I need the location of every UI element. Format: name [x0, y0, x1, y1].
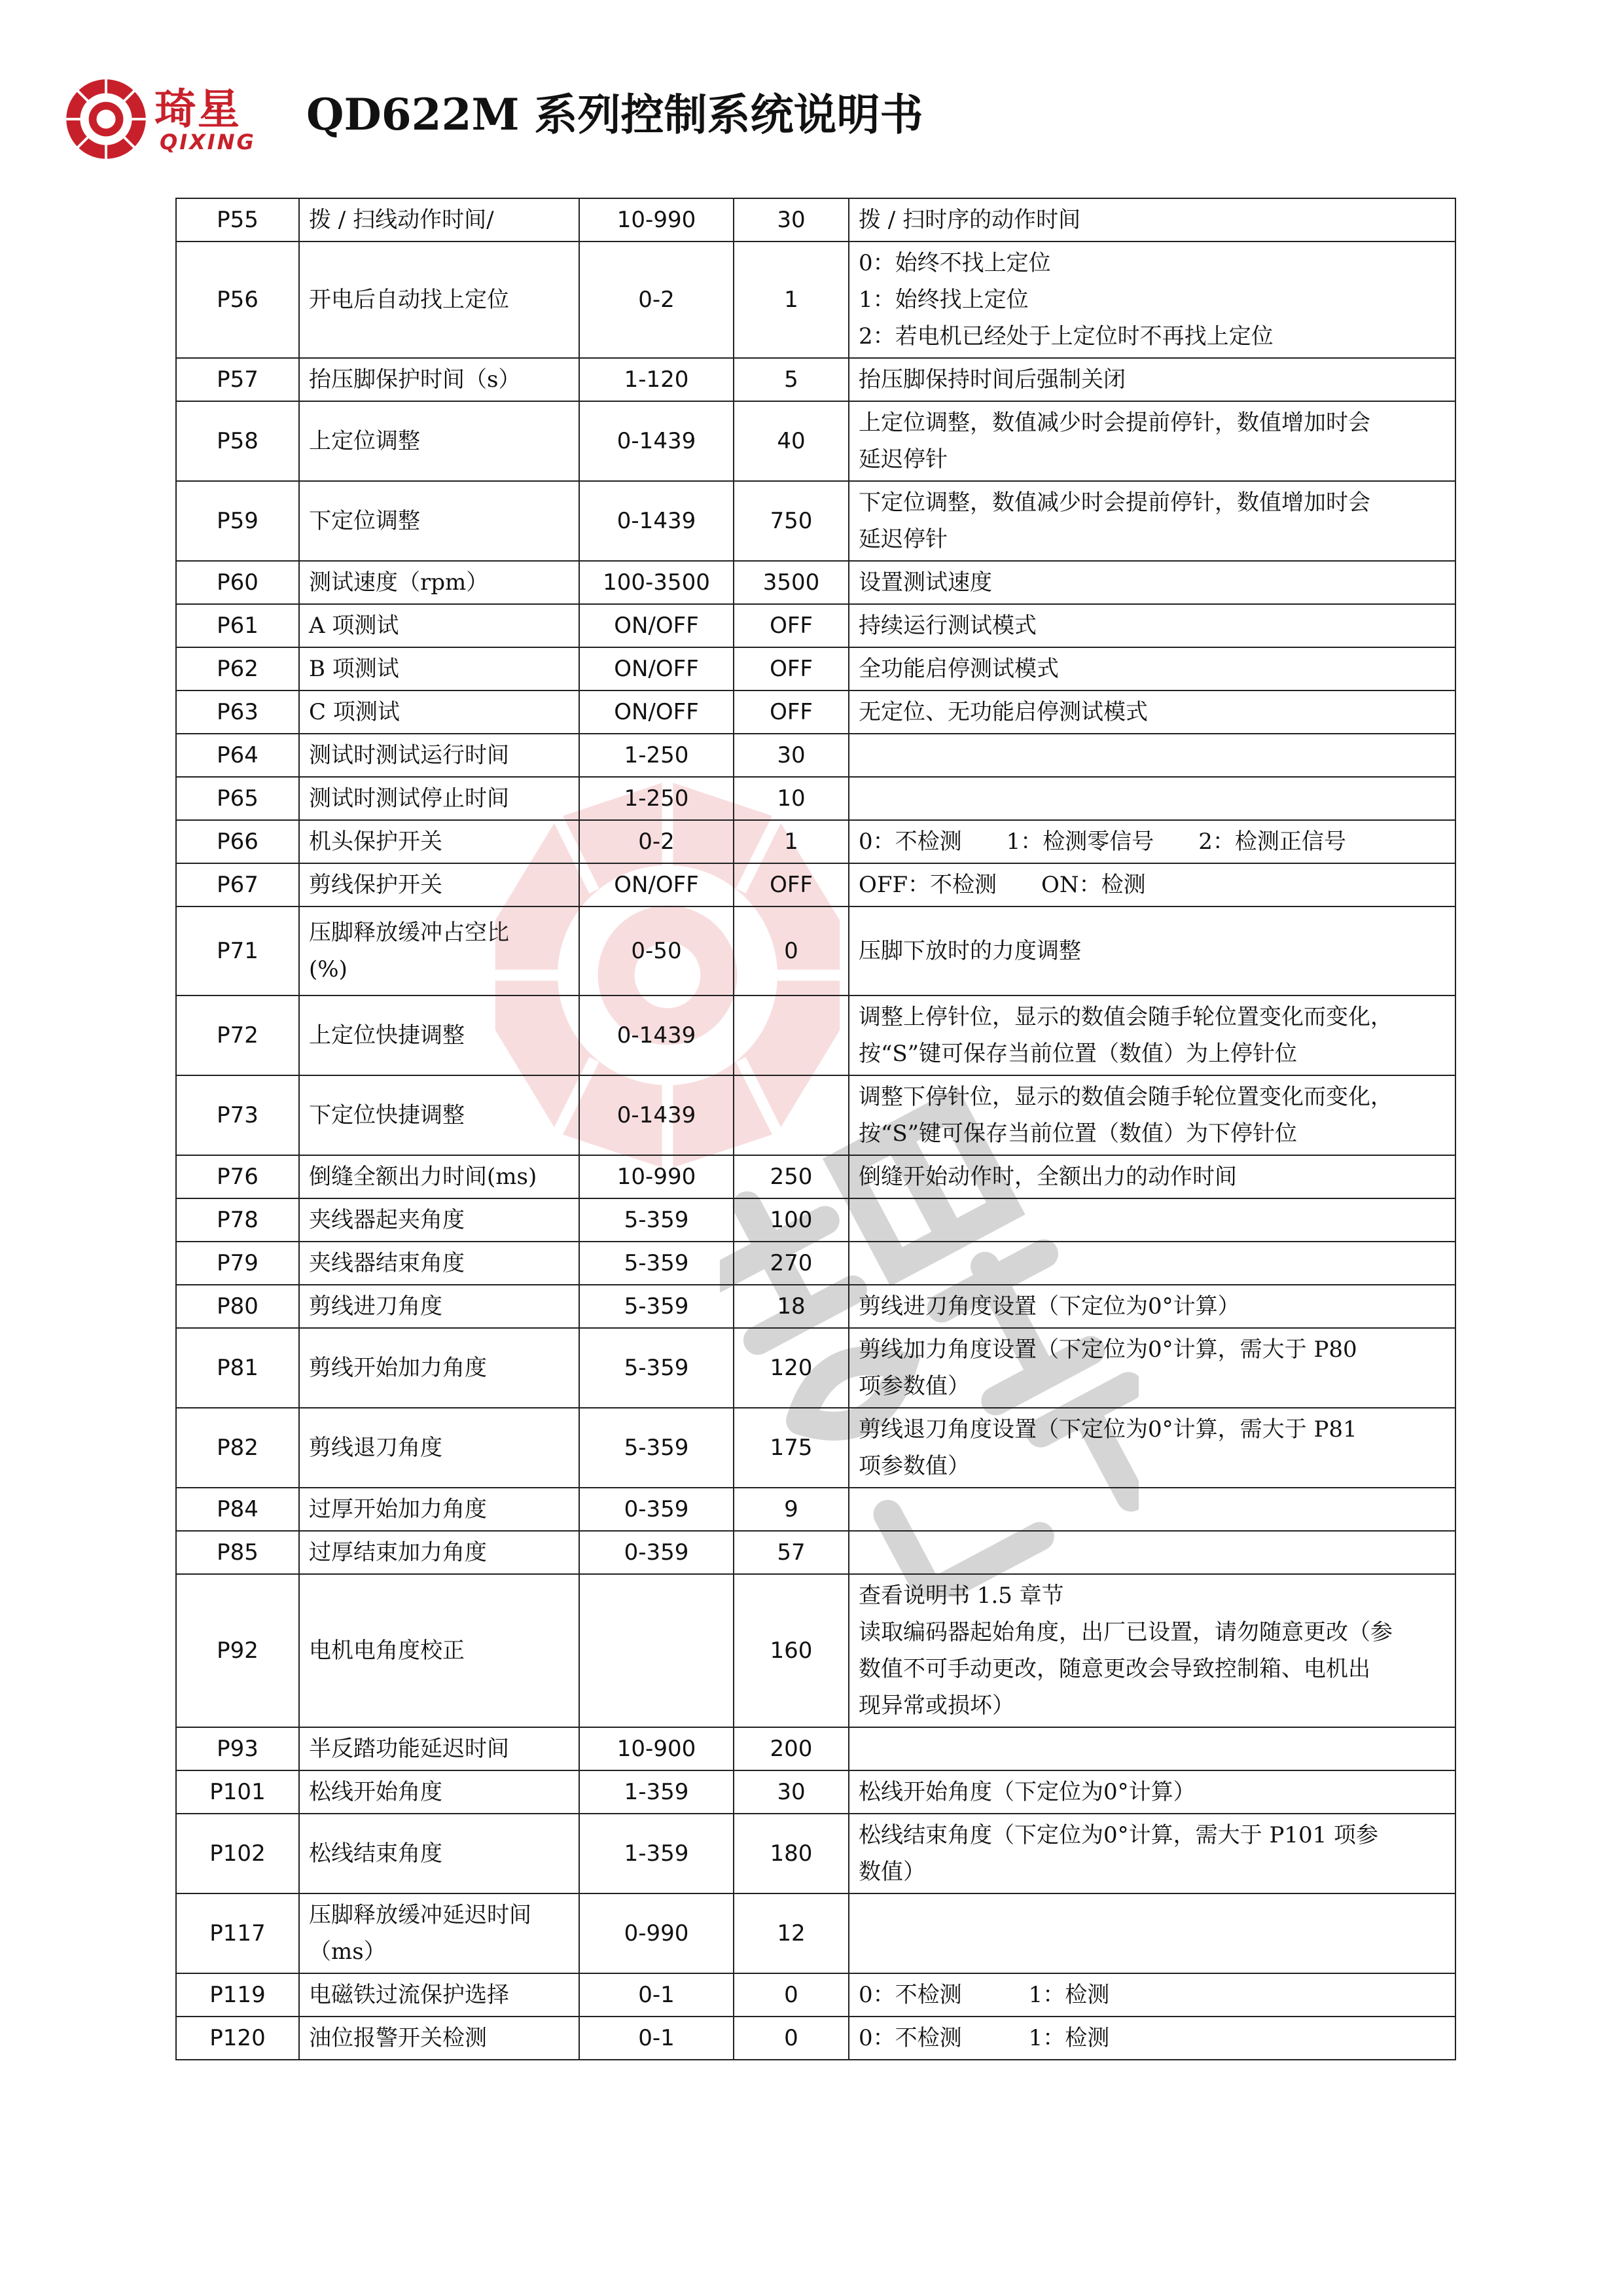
- param-code: P120: [176, 2017, 299, 2060]
- param-code: P79: [176, 1242, 299, 1285]
- param-name: 测试时测试停止时间: [299, 777, 579, 820]
- param-description: 松线结束角度（下定位为0°计算，需大于 P101 项参 数值）: [849, 1814, 1455, 1893]
- param-name: 下定位调整: [299, 481, 579, 561]
- table-row: [176, 863, 1455, 906]
- table-row: [176, 1893, 1455, 1973]
- param-name: 油位报警开关检测: [299, 2017, 579, 2060]
- param-range: 5-359: [579, 1242, 734, 1285]
- param-name: 拨 / 扫线动作时间/: [299, 198, 579, 242]
- param-range: 0-2: [579, 820, 734, 863]
- table-row: [176, 996, 1455, 1075]
- param-description: 抬压脚保持时间后强制关闭: [849, 358, 1455, 401]
- param-range: 5-359: [579, 1328, 734, 1408]
- param-description: 全功能启停测试模式: [849, 647, 1455, 691]
- table-row: [176, 1285, 1455, 1328]
- param-range: [579, 1574, 734, 1727]
- param-default: [734, 996, 849, 1075]
- param-range: 0-1439: [579, 1075, 734, 1155]
- table-row: [176, 1488, 1455, 1531]
- table-row: [176, 198, 1455, 242]
- param-name: 剪线开始加力角度: [299, 1328, 579, 1408]
- param-range: 1-359: [579, 1770, 734, 1814]
- param-default: OFF: [734, 604, 849, 647]
- param-range: 0-359: [579, 1531, 734, 1574]
- param-description: OFF：不检测 ON：检测: [849, 863, 1455, 906]
- param-default: 200: [734, 1727, 849, 1770]
- param-description: 压脚下放时的力度调整: [849, 906, 1455, 996]
- param-code: P59: [176, 481, 299, 561]
- param-range: 1-250: [579, 734, 734, 777]
- param-code: P82: [176, 1408, 299, 1488]
- param-range: 5-359: [579, 1285, 734, 1328]
- table-row: [176, 1242, 1455, 1285]
- param-name: 倒缝全额出力时间(ms): [299, 1155, 579, 1198]
- param-description: 剪线进刀角度设置（下定位为0°计算）: [849, 1285, 1455, 1328]
- table-row: [176, 2017, 1455, 2060]
- table-row: [176, 820, 1455, 863]
- table-row: [176, 647, 1455, 691]
- param-description: 持续运行测试模式: [849, 604, 1455, 647]
- table-row: [176, 1408, 1455, 1488]
- param-range: 1-120: [579, 358, 734, 401]
- table-row: [176, 1075, 1455, 1155]
- param-name: 夹线器起夹角度: [299, 1198, 579, 1242]
- param-default: 10: [734, 777, 849, 820]
- param-description: 倒缝开始动作时，全额出力的动作时间: [849, 1155, 1455, 1198]
- param-code: P80: [176, 1285, 299, 1328]
- param-default: 175: [734, 1408, 849, 1488]
- param-code: P92: [176, 1574, 299, 1727]
- param-description: [849, 1531, 1455, 1574]
- param-code: P101: [176, 1770, 299, 1814]
- param-description: 调整上停针位，显示的数值会随手轮位置变化而变化， 按“S”键可保存当前位置（数值）为上停针位: [849, 996, 1455, 1075]
- param-description: [849, 777, 1455, 820]
- param-name: 上定位调整: [299, 401, 579, 481]
- param-range: 0-1439: [579, 481, 734, 561]
- param-default: 40: [734, 401, 849, 481]
- param-code: P71: [176, 906, 299, 996]
- param-description: [849, 1198, 1455, 1242]
- param-range: 1-359: [579, 1814, 734, 1893]
- param-description: 松线开始角度（下定位为0°计算）: [849, 1770, 1455, 1814]
- param-code: P81: [176, 1328, 299, 1408]
- param-name: 剪线保护开关: [299, 863, 579, 906]
- param-range: 0-1: [579, 2017, 734, 2060]
- param-code: P93: [176, 1727, 299, 1770]
- param-name: 上定位快捷调整: [299, 996, 579, 1075]
- table-row: [176, 401, 1455, 481]
- param-code: P76: [176, 1155, 299, 1198]
- param-name: 下定位快捷调整: [299, 1075, 579, 1155]
- param-default: 180: [734, 1814, 849, 1893]
- param-description: 上定位调整，数值减少时会提前停针，数值增加时会 延迟停针: [849, 401, 1455, 481]
- param-name: B 项测试: [299, 647, 579, 691]
- param-name: 压脚释放缓冲延迟时间 （ms）: [299, 1893, 579, 1973]
- param-default: 270: [734, 1242, 849, 1285]
- param-default: [734, 1075, 849, 1155]
- table-row: [176, 604, 1455, 647]
- param-name: 电磁铁过流保护选择: [299, 1973, 579, 2017]
- param-range: 100-3500: [579, 561, 734, 604]
- document-title: QD622M 系列控制系统说明书: [306, 89, 923, 140]
- brand-name-latin: QIXING: [160, 130, 256, 154]
- param-code: P64: [176, 734, 299, 777]
- param-default: 1: [734, 820, 849, 863]
- param-default: 1: [734, 242, 849, 358]
- param-name: 过厚结束加力角度: [299, 1531, 579, 1574]
- param-range: 0-1: [579, 1973, 734, 2017]
- table-row: [176, 906, 1455, 996]
- param-default: OFF: [734, 647, 849, 691]
- param-default: 12: [734, 1893, 849, 1973]
- param-range: 10-990: [579, 198, 734, 242]
- param-description: 0：不检测 1：检测: [849, 2017, 1455, 2060]
- param-code: P84: [176, 1488, 299, 1531]
- param-description: 0：不检测 1：检测零信号 2：检测正信号: [849, 820, 1455, 863]
- param-code: P117: [176, 1893, 299, 1973]
- table-row: [176, 1727, 1455, 1770]
- param-code: P78: [176, 1198, 299, 1242]
- param-description: [849, 1893, 1455, 1973]
- param-code: P63: [176, 691, 299, 734]
- param-default: 30: [734, 734, 849, 777]
- param-name: 过厚开始加力角度: [299, 1488, 579, 1531]
- param-description: 无定位、无功能启停测试模式: [849, 691, 1455, 734]
- table-row: [176, 777, 1455, 820]
- brand-name: 琦星: [154, 86, 241, 134]
- param-name: C 项测试: [299, 691, 579, 734]
- param-default: 0: [734, 1973, 849, 2017]
- param-range: 1-250: [579, 777, 734, 820]
- param-description: 剪线加力角度设置（下定位为0°计算，需大于 P80 项参数值）: [849, 1328, 1455, 1408]
- param-description: 调整下停针位，显示的数值会随手轮位置变化而变化， 按“S”键可保存当前位置（数值）为下停针位: [849, 1075, 1455, 1155]
- parameter-table-body: [176, 198, 1455, 2060]
- param-range: 5-359: [579, 1198, 734, 1242]
- param-code: P58: [176, 401, 299, 481]
- param-name: 压脚释放缓冲占空比 (%): [299, 906, 579, 996]
- param-description: [849, 734, 1455, 777]
- table-row: [176, 1531, 1455, 1574]
- param-name: A 项测试: [299, 604, 579, 647]
- param-default: 57: [734, 1531, 849, 1574]
- param-range: 0-359: [579, 1488, 734, 1531]
- table-row: [176, 1155, 1455, 1198]
- param-description: 拨 / 扫时序的动作时间: [849, 198, 1455, 242]
- param-name: 半反踏功能延迟时间: [299, 1727, 579, 1770]
- param-default: 30: [734, 1770, 849, 1814]
- param-description: [849, 1727, 1455, 1770]
- param-code: P65: [176, 777, 299, 820]
- param-description: 0：始终不找上定位 1：始终找上定位 2：若电机已经处于上定位时不再找上定位: [849, 242, 1455, 358]
- param-name: 松线结束角度: [299, 1814, 579, 1893]
- param-code: P102: [176, 1814, 299, 1893]
- param-range: 0-50: [579, 906, 734, 996]
- param-range: 5-359: [579, 1408, 734, 1488]
- param-name: 松线开始角度: [299, 1770, 579, 1814]
- param-default: 250: [734, 1155, 849, 1198]
- table-row: [176, 1973, 1455, 2017]
- param-range: 0-1439: [579, 996, 734, 1075]
- param-default: 18: [734, 1285, 849, 1328]
- param-description: 设置测试速度: [849, 561, 1455, 604]
- param-default: 9: [734, 1488, 849, 1531]
- param-range: 10-990: [579, 1155, 734, 1198]
- table-row: [176, 481, 1455, 561]
- param-code: P72: [176, 996, 299, 1075]
- param-range: 10-900: [579, 1727, 734, 1770]
- param-code: P55: [176, 198, 299, 242]
- param-code: P61: [176, 604, 299, 647]
- param-range: 0-990: [579, 1893, 734, 1973]
- param-code: P67: [176, 863, 299, 906]
- param-name: 测试速度（rpm）: [299, 561, 579, 604]
- table-row: [176, 1574, 1455, 1727]
- param-name: 电机电角度校正: [299, 1574, 579, 1727]
- param-default: OFF: [734, 863, 849, 906]
- param-default: 5: [734, 358, 849, 401]
- param-range: 0-2: [579, 242, 734, 358]
- param-default: 120: [734, 1328, 849, 1408]
- table-row: [176, 1198, 1455, 1242]
- param-default: OFF: [734, 691, 849, 734]
- param-code: P56: [176, 242, 299, 358]
- param-default: 160: [734, 1574, 849, 1727]
- param-description: 查看说明书 1.5 章节 读取编码器起始角度，出厂已设置，请勿随意更改（参 数值不可手动更改，随意更改会导致控制箱、电机出 现异常或损坏）: [849, 1574, 1455, 1727]
- param-range: ON/OFF: [579, 863, 734, 906]
- param-name: 测试时测试运行时间: [299, 734, 579, 777]
- param-default: 100: [734, 1198, 849, 1242]
- param-name: 夹线器结束角度: [299, 1242, 579, 1285]
- param-default: 0: [734, 906, 849, 996]
- param-name: 抬压脚保护时间（s）: [299, 358, 579, 401]
- param-code: P85: [176, 1531, 299, 1574]
- param-range: 0-1439: [579, 401, 734, 481]
- table-row: [176, 1814, 1455, 1893]
- table-row: [176, 1328, 1455, 1408]
- param-name: 剪线退刀角度: [299, 1408, 579, 1488]
- param-name: 开电后自动找上定位: [299, 242, 579, 358]
- param-range: ON/OFF: [579, 691, 734, 734]
- param-default: 30: [734, 198, 849, 242]
- table-row: [176, 1770, 1455, 1814]
- param-name: 剪线进刀角度: [299, 1285, 579, 1328]
- param-code: P73: [176, 1075, 299, 1155]
- param-code: P119: [176, 1973, 299, 2017]
- param-name: 机头保护开关: [299, 820, 579, 863]
- param-code: P60: [176, 561, 299, 604]
- param-description: [849, 1242, 1455, 1285]
- table-row: [176, 734, 1455, 777]
- table-row: [176, 691, 1455, 734]
- param-range: ON/OFF: [579, 647, 734, 691]
- param-code: P66: [176, 820, 299, 863]
- parameter-table: [175, 198, 1456, 2060]
- qixing-gear-logo-icon: [63, 76, 149, 162]
- param-description: [849, 1488, 1455, 1531]
- param-default: 0: [734, 2017, 849, 2060]
- param-description: 剪线退刀角度设置（下定位为0°计算，需大于 P81 项参数值）: [849, 1408, 1455, 1488]
- param-default: 750: [734, 481, 849, 561]
- param-description: 0：不检测 1：检测: [849, 1973, 1455, 2017]
- table-row: [176, 358, 1455, 401]
- param-range: ON/OFF: [579, 604, 734, 647]
- param-code: P57: [176, 358, 299, 401]
- table-row: [176, 242, 1455, 358]
- param-default: 3500: [734, 561, 849, 604]
- param-description: 下定位调整，数值减少时会提前停针，数值增加时会 延迟停针: [849, 481, 1455, 561]
- table-row: [176, 561, 1455, 604]
- param-code: P62: [176, 647, 299, 691]
